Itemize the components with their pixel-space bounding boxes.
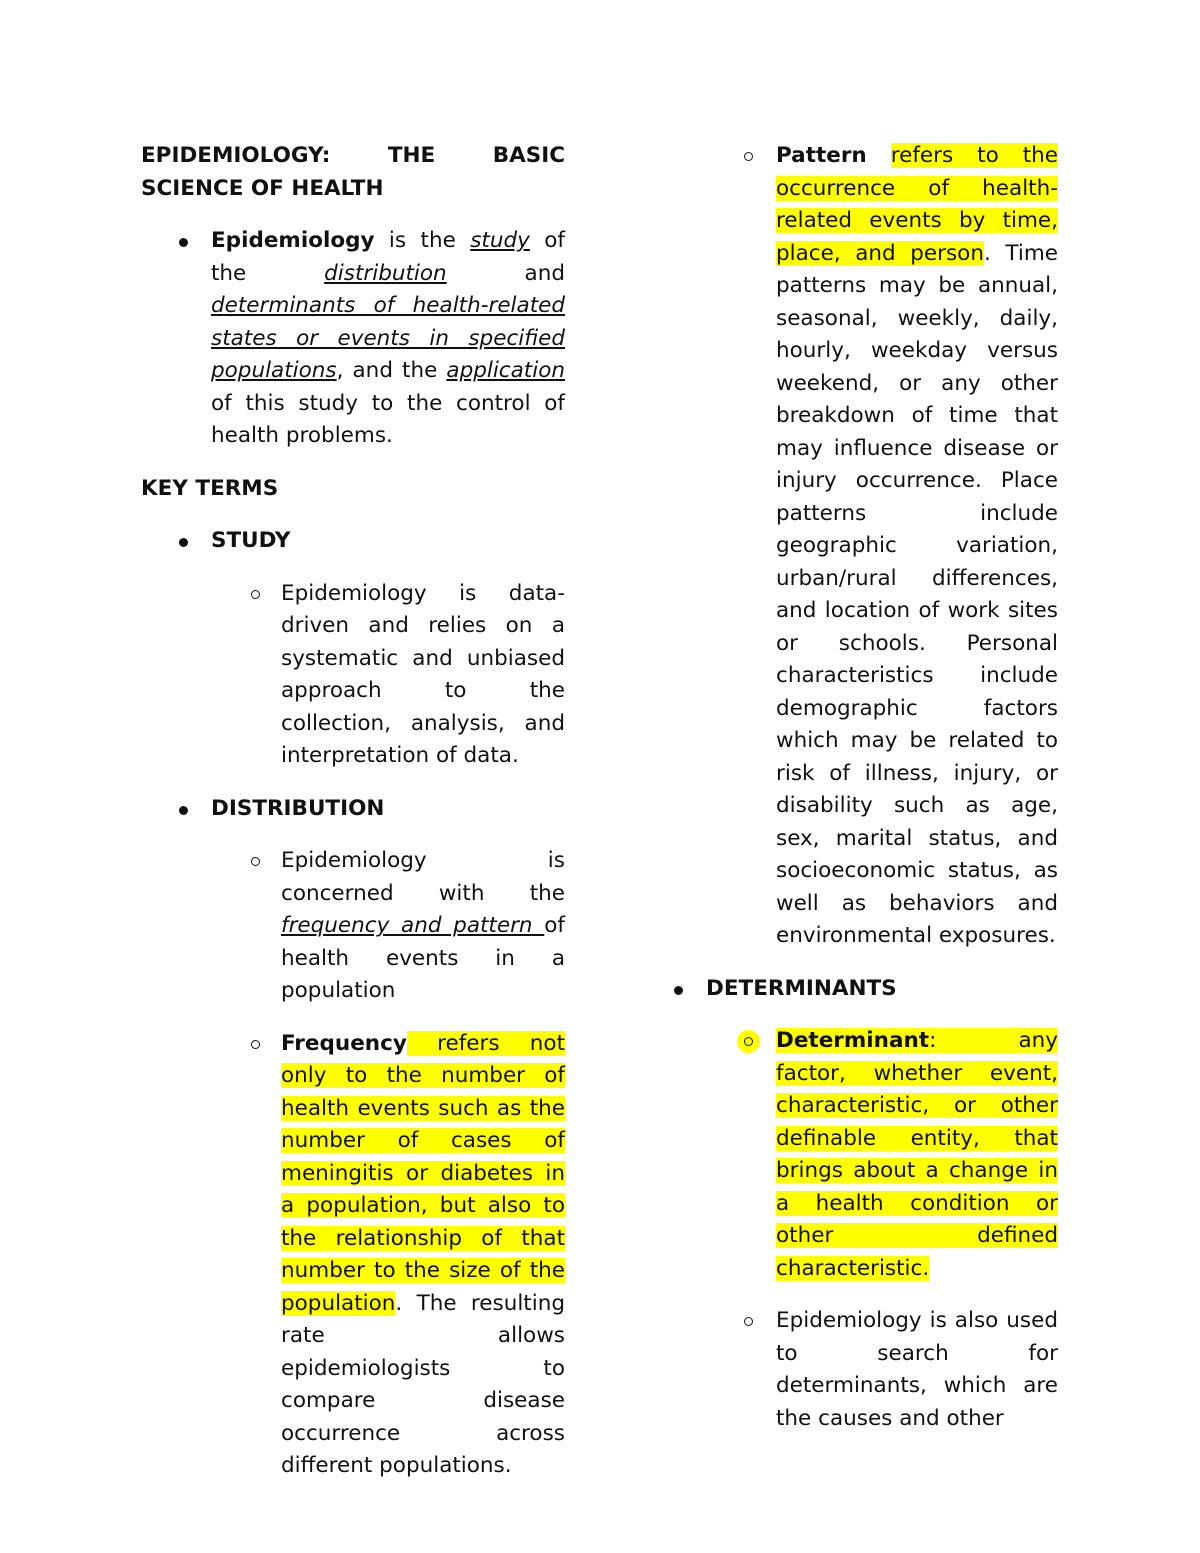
study-description: Epidemiology is data-driven and relies on a systematic and unbiased approach to the collection, analysis, and interpretation of data. [281,580,565,768]
determinant-definition-item [672,1025,1058,1285]
circle-bullet-icon [744,1037,753,1046]
frequency-highlight: refers not only to the number of health events such as the number of cases of meningitis or diabetes in a population, but also to the relationship of that number to the size of the population [281,1030,565,1316]
definition-underline-determinants: determinants of health-related states or events in specified populations [211,293,565,383]
left-column [141,140,565,1503]
bullet-icon [179,538,188,547]
circle-bullet-icon [251,857,260,866]
definition-text: of this study to the control of health problems. [211,390,565,448]
definition-item [141,225,565,453]
determinant-term: Determinant [776,1028,930,1053]
study-description-item [141,578,565,773]
circle-bullet-icon [744,1317,753,1326]
determinants-heading: DETERMINANTS [706,975,897,1001]
determinant-search-item [672,1305,1058,1435]
circle-bullet-icon [251,1040,260,1049]
frequency-rest: . The resulting rate allows epidemiologists to compare disease occurrence across different populations. [281,1290,565,1478]
circle-bullet-icon [251,590,260,599]
definition-text: is the [374,228,471,253]
determinant-search-text: Epidemiology is also used to search for determinants, which are the causes and other [776,1308,1058,1431]
distribution-description-item [141,845,565,1008]
definition-text: and [446,260,565,286]
determinant-highlight: any factor, whether event, characteristic, or other definable entity, that brings about a change in a health condition or other defined characteristic. [776,1028,1058,1281]
pattern-term: Pattern [776,143,867,168]
distribution-underline: frequency and pattern [281,913,545,938]
definition-underline-study: study [470,228,530,253]
key-terms-heading: KEY TERMS [141,475,279,501]
study-heading-item [141,525,565,558]
definition-text: of the [211,228,565,286]
distribution-heading: DISTRIBUTION [211,795,385,821]
distribution-text: of health events in a population [281,913,565,1003]
pattern-rest: . Time patterns may be annual, seasonal, weekly, daily, hourly, weekday versus weekend, or any other breakdown of time that may influence disease or injury occurrence. Place patterns include geographic variation, urban/rural differences, and location of work sites or schools. Personal characteristics include demographic factors which may be related to risk of illness, injury, or disability such as age, sex, marital status, and socioeconomic status, as well as behaviors and environmental exposures. [776,240,1058,948]
circle-bullet-icon [744,152,753,161]
determinant-colon: : [929,1028,1019,1053]
study-heading: STUDY [211,528,291,553]
bullet-icon [179,806,188,815]
determinants-heading-item [672,973,1058,1006]
pattern-highlight: refers to the occurrence of health-related events by time, place, and person [776,143,1058,266]
bullet-icon [179,238,188,247]
distribution-text: Epidemiology is concerned with the [281,848,565,906]
distribution-heading-item [141,793,565,826]
document-title: EPIDEMIOLOGY: THE BASIC SCIENCE OF HEALTH [141,143,565,201]
definition-underline-application: application [446,358,565,383]
pattern-item [672,140,1058,953]
definition-text: , and the [336,358,447,383]
definition-underline-distribution: distribution [324,260,447,286]
frequency-term: Frequency [281,1030,407,1056]
definition-term: Epidemiology [211,228,375,253]
right-column [672,140,1058,1455]
frequency-item [141,1028,565,1483]
bullet-icon [674,986,683,995]
